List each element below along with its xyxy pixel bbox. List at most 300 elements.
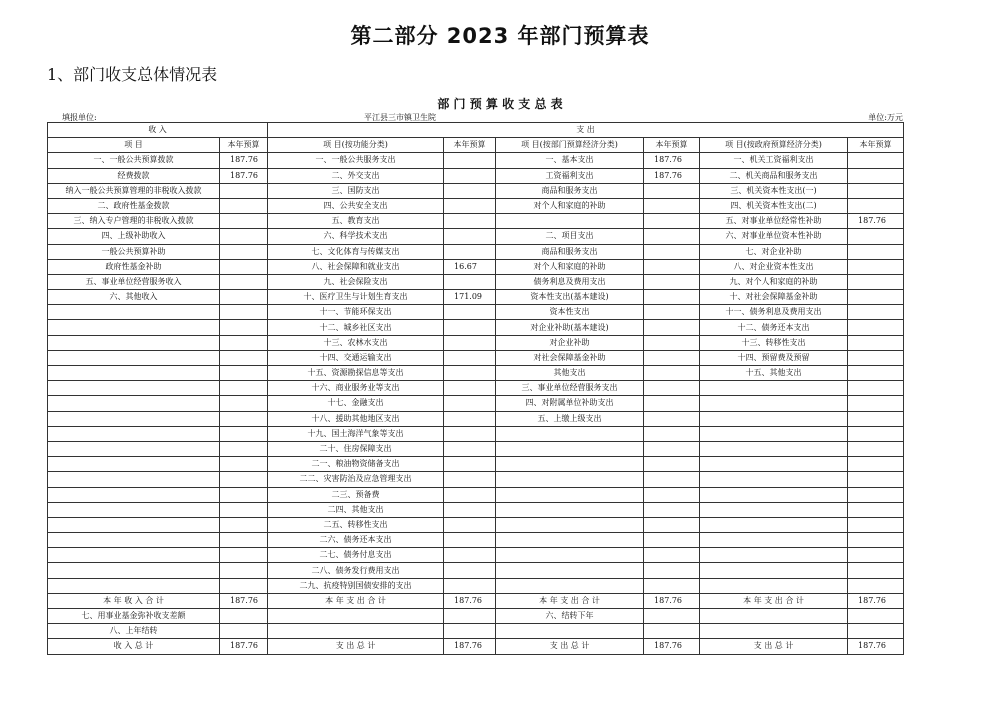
cell-income-item: 一、一般公共预算拨款 xyxy=(48,153,220,168)
cell-gov-econ-budget xyxy=(848,517,904,532)
cell-function-item: 十、医疗卫生与计划生育支出 xyxy=(268,290,444,305)
cell-income-item xyxy=(48,441,220,456)
cell-gov-econ-item: 本 年 支 出 合 计 xyxy=(700,593,848,608)
cell-function-item: 二二、灾害防治及应急管理支出 xyxy=(268,472,444,487)
cell-income-item xyxy=(48,411,220,426)
cell-dept-econ-item xyxy=(496,563,644,578)
cell-function-item: 十二、城乡社区支出 xyxy=(268,320,444,335)
cell-function-item: 十一、节能环保支出 xyxy=(268,305,444,320)
cell-gov-econ-item: 八、对企业资本性支出 xyxy=(700,259,848,274)
cell-dept-econ-item xyxy=(496,214,644,229)
cell-income-item xyxy=(48,381,220,396)
cell-income-item xyxy=(48,472,220,487)
table-row xyxy=(48,593,904,608)
cell-income-budget xyxy=(220,548,268,563)
cell-function-item: 七、文化体育与传媒支出 xyxy=(268,244,444,259)
cell-income-budget xyxy=(220,426,268,441)
cell-gov-econ-item: 六、对事业单位资本性补助 xyxy=(700,229,848,244)
cell-gov-econ-budget xyxy=(848,350,904,365)
cell-dept-econ-budget xyxy=(644,259,700,274)
cell-income-item xyxy=(48,396,220,411)
cell-gov-econ-item xyxy=(700,472,848,487)
cell-gov-econ-item xyxy=(700,487,848,502)
cell-function-item: 八、社会保障和就业支出 xyxy=(268,259,444,274)
cell-dept-econ-item: 对企业补助(基本建设) xyxy=(496,320,644,335)
cell-income-budget xyxy=(220,274,268,289)
table-row xyxy=(48,517,904,532)
cell-function-budget xyxy=(444,457,496,472)
cell-income-item xyxy=(48,366,220,381)
cell-gov-econ-budget xyxy=(848,426,904,441)
cell-income-item xyxy=(48,548,220,563)
cell-function-item: 二八、债务发行费用支出 xyxy=(268,563,444,578)
table-row xyxy=(48,411,904,426)
header-by-function: 项 目(按功能分类) xyxy=(268,138,444,153)
cell-function-budget xyxy=(444,153,496,168)
cell-income-item: 纳入一般公共预算管理的非税收入拨款 xyxy=(48,183,220,198)
cell-gov-econ-item: 十三、转移性支出 xyxy=(700,335,848,350)
table-row xyxy=(48,168,904,183)
cell-gov-econ-item: 一、机关工资福利支出 xyxy=(700,153,848,168)
cell-dept-econ-item: 对企业补助 xyxy=(496,335,644,350)
header-expense: 支 出 xyxy=(268,123,904,138)
cell-gov-econ-budget xyxy=(848,411,904,426)
cell-dept-econ-budget xyxy=(644,290,700,305)
cell-gov-econ-budget xyxy=(848,335,904,350)
cell-dept-econ-budget xyxy=(644,502,700,517)
cell-income-item: 五、事业单位经营服务收入 xyxy=(48,274,220,289)
table-row xyxy=(48,502,904,517)
cell-dept-econ-budget xyxy=(644,274,700,289)
cell-dept-econ-item: 对个人和家庭的补助 xyxy=(496,198,644,213)
table-row xyxy=(48,244,904,259)
table-row xyxy=(48,350,904,365)
table-row xyxy=(48,305,904,320)
cell-gov-econ-item: 支 出 总 计 xyxy=(700,639,848,654)
cell-gov-econ-budget xyxy=(848,305,904,320)
table-row xyxy=(48,214,904,229)
cell-gov-econ-budget xyxy=(848,290,904,305)
cell-dept-econ-budget: 187.76 xyxy=(644,153,700,168)
cell-income-budget xyxy=(220,472,268,487)
table-row xyxy=(48,578,904,593)
cell-dept-econ-item: 工资福利支出 xyxy=(496,168,644,183)
cell-gov-econ-budget xyxy=(848,381,904,396)
cell-dept-econ-item: 债务利息及费用支出 xyxy=(496,274,644,289)
cell-gov-econ-item: 四、机关资本性支出(二) xyxy=(700,198,848,213)
cell-income-budget xyxy=(220,335,268,350)
cell-income-item xyxy=(48,426,220,441)
cell-dept-econ-item: 三、事业单位经营服务支出 xyxy=(496,381,644,396)
cell-gov-econ-budget xyxy=(848,457,904,472)
cell-function-item: 二十、住房保障支出 xyxy=(268,441,444,456)
cell-dept-econ-budget xyxy=(644,533,700,548)
cell-function-budget xyxy=(444,274,496,289)
cell-income-item: 收 入 总 计 xyxy=(48,639,220,654)
cell-dept-econ-budget xyxy=(644,548,700,563)
cell-income-budget xyxy=(220,366,268,381)
cell-income-budget xyxy=(220,305,268,320)
cell-income-item xyxy=(48,533,220,548)
section-title: 1、部门收支总体情况表 xyxy=(47,65,218,84)
cell-income-item: 二、政府性基金拨款 xyxy=(48,198,220,213)
cell-gov-econ-item xyxy=(700,502,848,517)
cell-gov-econ-budget xyxy=(848,578,904,593)
cell-function-item: 二五、转移性支出 xyxy=(268,517,444,532)
cell-dept-econ-budget: 187.76 xyxy=(644,593,700,608)
cell-income-item xyxy=(48,487,220,502)
cell-dept-econ-item: 支 出 总 计 xyxy=(496,639,644,654)
cell-gov-econ-budget xyxy=(848,472,904,487)
cell-function-budget xyxy=(444,517,496,532)
cell-gov-econ-item: 十五、其他支出 xyxy=(700,366,848,381)
cell-dept-econ-item: 一、基本支出 xyxy=(496,153,644,168)
cell-function-budget xyxy=(444,305,496,320)
cell-dept-econ-budget xyxy=(644,457,700,472)
cell-function-budget xyxy=(444,320,496,335)
cell-function-budget xyxy=(444,624,496,639)
cell-income-budget xyxy=(220,198,268,213)
cell-gov-econ-item xyxy=(700,381,848,396)
cell-gov-econ-item xyxy=(700,396,848,411)
cell-function-budget xyxy=(444,563,496,578)
cell-gov-econ-item: 十、对社会保障基金补助 xyxy=(700,290,848,305)
cell-dept-econ-item xyxy=(496,517,644,532)
cell-income-budget xyxy=(220,320,268,335)
cell-dept-econ-item: 四、对附属单位补助支出 xyxy=(496,396,644,411)
cell-dept-econ-item: 商品和服务支出 xyxy=(496,183,644,198)
cell-dept-econ-budget xyxy=(644,214,700,229)
cell-gov-econ-budget: 187.76 xyxy=(848,214,904,229)
cell-income-item: 本 年 收 入 合 计 xyxy=(48,593,220,608)
cell-dept-econ-item: 资本性支出(基本建设) xyxy=(496,290,644,305)
cell-gov-econ-item: 十四、预留费及预留 xyxy=(700,350,848,365)
table-row xyxy=(48,609,904,624)
header-budget-dept-econ: 本年预算 xyxy=(644,138,700,153)
cell-function-budget xyxy=(444,229,496,244)
table-row xyxy=(48,472,904,487)
cell-dept-econ-item xyxy=(496,533,644,548)
cell-gov-econ-budget xyxy=(848,609,904,624)
cell-income-item xyxy=(48,517,220,532)
header-row-columns xyxy=(48,138,904,153)
cell-dept-econ-budget xyxy=(644,609,700,624)
cell-function-budget xyxy=(444,366,496,381)
cell-income-item: 八、上年结转 xyxy=(48,624,220,639)
cell-dept-econ-item xyxy=(496,457,644,472)
cell-dept-econ-budget xyxy=(644,229,700,244)
cell-gov-econ-budget xyxy=(848,441,904,456)
cell-dept-econ-item: 本 年 支 出 合 计 xyxy=(496,593,644,608)
cell-dept-econ-budget xyxy=(644,335,700,350)
table-row xyxy=(48,548,904,563)
cell-dept-econ-item: 六、结转下年 xyxy=(496,609,644,624)
cell-dept-econ-item: 资本性支出 xyxy=(496,305,644,320)
page-title: 第二部分 2023 年部门预算表 xyxy=(350,24,650,48)
cell-function-item: 二四、其他支出 xyxy=(268,502,444,517)
table-title: 部 门 预 算 收 支 总 表 xyxy=(437,97,563,111)
cell-income-budget xyxy=(220,502,268,517)
cell-function-budget xyxy=(444,214,496,229)
cell-income-budget xyxy=(220,441,268,456)
cell-function-budget xyxy=(444,350,496,365)
cell-income-budget xyxy=(220,259,268,274)
cell-gov-econ-item xyxy=(700,426,848,441)
cell-dept-econ-item: 对社会保障基金补助 xyxy=(496,350,644,365)
cell-function-budget xyxy=(444,609,496,624)
table-row xyxy=(48,441,904,456)
table-row xyxy=(48,457,904,472)
cell-income-item xyxy=(48,305,220,320)
cell-dept-econ-item: 商品和服务支出 xyxy=(496,244,644,259)
cell-function-item: 十三、农林水支出 xyxy=(268,335,444,350)
cell-dept-econ-item: 二、项目支出 xyxy=(496,229,644,244)
cell-income-item: 七、用事业基金弥补收支差额 xyxy=(48,609,220,624)
cell-gov-econ-budget xyxy=(848,502,904,517)
fill-unit-value: 平江县三市镇卫生院 xyxy=(364,113,436,122)
cell-income-budget xyxy=(220,183,268,198)
cell-gov-econ-budget xyxy=(848,624,904,639)
cell-income-item xyxy=(48,563,220,578)
cell-function-budget: 171.09 xyxy=(444,290,496,305)
cell-gov-econ-item: 七、对企业补助 xyxy=(700,244,848,259)
header-income: 收 入 xyxy=(48,123,268,138)
cell-income-budget xyxy=(220,457,268,472)
cell-gov-econ-budget xyxy=(848,563,904,578)
cell-gov-econ-budget xyxy=(848,168,904,183)
cell-function-budget xyxy=(444,548,496,563)
cell-income-item: 四、上级补助收入 xyxy=(48,229,220,244)
cell-dept-econ-budget xyxy=(644,487,700,502)
cell-function-budget xyxy=(444,168,496,183)
cell-gov-econ-item xyxy=(700,411,848,426)
cell-income-item xyxy=(48,457,220,472)
cell-dept-econ-budget: 187.76 xyxy=(644,639,700,654)
cell-function-budget xyxy=(444,198,496,213)
cell-income-item xyxy=(48,350,220,365)
cell-function-item: 六、科学技术支出 xyxy=(268,229,444,244)
cell-gov-econ-item xyxy=(700,533,848,548)
cell-function-budget xyxy=(444,502,496,517)
cell-income-budget xyxy=(220,244,268,259)
cell-function-item: 二一、粮油物资储备支出 xyxy=(268,457,444,472)
cell-dept-econ-item: 对个人和家庭的补助 xyxy=(496,259,644,274)
cell-function-item: 十七、金融支出 xyxy=(268,396,444,411)
header-budget-function: 本年预算 xyxy=(444,138,496,153)
table-row xyxy=(48,426,904,441)
cell-function-budget: 187.76 xyxy=(444,639,496,654)
table-row xyxy=(48,533,904,548)
cell-income-budget xyxy=(220,609,268,624)
table-row xyxy=(48,396,904,411)
cell-income-budget xyxy=(220,396,268,411)
cell-gov-econ-budget xyxy=(848,244,904,259)
cell-income-budget xyxy=(220,487,268,502)
cell-function-item xyxy=(268,609,444,624)
cell-function-budget xyxy=(444,244,496,259)
cell-income-budget: 187.76 xyxy=(220,168,268,183)
cell-dept-econ-item xyxy=(496,441,644,456)
cell-income-budget xyxy=(220,350,268,365)
table-row xyxy=(48,320,904,335)
cell-dept-econ-budget xyxy=(644,426,700,441)
table-row xyxy=(48,563,904,578)
cell-gov-econ-budget xyxy=(848,259,904,274)
cell-income-item: 一般公共预算补助 xyxy=(48,244,220,259)
cell-gov-econ-budget xyxy=(848,183,904,198)
table-row xyxy=(48,381,904,396)
cell-dept-econ-budget xyxy=(644,381,700,396)
cell-income-budget xyxy=(220,214,268,229)
table-row xyxy=(48,290,904,305)
header-budget-gov-econ: 本年预算 xyxy=(848,138,904,153)
fill-unit-label: 填报单位: xyxy=(62,113,97,122)
cell-gov-econ-item xyxy=(700,548,848,563)
cell-dept-econ-budget xyxy=(644,563,700,578)
cell-function-budget xyxy=(444,426,496,441)
cell-dept-econ-budget xyxy=(644,411,700,426)
cell-dept-econ-budget: 187.76 xyxy=(644,168,700,183)
cell-gov-econ-budget xyxy=(848,229,904,244)
cell-dept-econ-item: 五、上缴上级支出 xyxy=(496,411,644,426)
cell-dept-econ-budget xyxy=(644,517,700,532)
cell-gov-econ-budget: 187.76 xyxy=(848,639,904,654)
cell-dept-econ-budget xyxy=(644,396,700,411)
cell-function-item: 本 年 支 出 合 计 xyxy=(268,593,444,608)
cell-gov-econ-budget xyxy=(848,396,904,411)
cell-income-item: 六、其他收入 xyxy=(48,290,220,305)
cell-income-item xyxy=(48,320,220,335)
header-row-groups xyxy=(48,123,904,138)
cell-income-budget xyxy=(220,290,268,305)
cell-function-budget xyxy=(444,396,496,411)
cell-gov-econ-budget: 187.76 xyxy=(848,593,904,608)
cell-gov-econ-item xyxy=(700,578,848,593)
cell-function-item: 九、社会保险支出 xyxy=(268,274,444,289)
cell-gov-econ-item xyxy=(700,624,848,639)
table-row xyxy=(48,274,904,289)
table-row xyxy=(48,183,904,198)
cell-dept-econ-budget xyxy=(644,198,700,213)
cell-gov-econ-budget xyxy=(848,548,904,563)
cell-function-item: 五、教育支出 xyxy=(268,214,444,229)
cell-function-item: 十九、国土海洋气象等支出 xyxy=(268,426,444,441)
table-row xyxy=(48,624,904,639)
cell-dept-econ-item xyxy=(496,548,644,563)
header-budget-income: 本年预算 xyxy=(220,138,268,153)
cell-function-item: 十五、资源勘探信息等支出 xyxy=(268,366,444,381)
cell-gov-econ-item xyxy=(700,457,848,472)
cell-dept-econ-budget xyxy=(644,244,700,259)
cell-gov-econ-item: 二、机关商品和服务支出 xyxy=(700,168,848,183)
cell-gov-econ-budget xyxy=(848,533,904,548)
cell-function-budget xyxy=(444,183,496,198)
cell-function-item: 二七、债务付息支出 xyxy=(268,548,444,563)
cell-income-budget xyxy=(220,229,268,244)
cell-dept-econ-budget xyxy=(644,578,700,593)
cell-function-budget: 187.76 xyxy=(444,593,496,608)
cell-dept-econ-item xyxy=(496,426,644,441)
cell-dept-econ-budget xyxy=(644,350,700,365)
cell-function-item: 十四、交通运输支出 xyxy=(268,350,444,365)
cell-function-item: 三、国防支出 xyxy=(268,183,444,198)
cell-income-item: 经费拨款 xyxy=(48,168,220,183)
cell-function-item: 二九、抗疫特别国债安排的支出 xyxy=(268,578,444,593)
cell-gov-econ-item xyxy=(700,563,848,578)
cell-gov-econ-budget xyxy=(848,366,904,381)
cell-function-budget xyxy=(444,441,496,456)
cell-gov-econ-budget xyxy=(848,274,904,289)
cell-gov-econ-item xyxy=(700,517,848,532)
cell-function-budget xyxy=(444,578,496,593)
cell-dept-econ-item xyxy=(496,502,644,517)
cell-income-budget xyxy=(220,411,268,426)
cell-function-item xyxy=(268,624,444,639)
cell-function-item: 二六、债务还本支出 xyxy=(268,533,444,548)
cell-gov-econ-item xyxy=(700,441,848,456)
cell-function-item: 二、外交支出 xyxy=(268,168,444,183)
cell-income-budget: 187.76 xyxy=(220,153,268,168)
table-row xyxy=(48,229,904,244)
cell-dept-econ-item xyxy=(496,578,644,593)
table-row xyxy=(48,198,904,213)
cell-gov-econ-budget xyxy=(848,320,904,335)
cell-dept-econ-budget xyxy=(644,183,700,198)
cell-function-item: 四、公共安全支出 xyxy=(268,198,444,213)
cell-income-item xyxy=(48,578,220,593)
cell-function-item: 十八、援助其他地区支出 xyxy=(268,411,444,426)
cell-income-item xyxy=(48,335,220,350)
table-row xyxy=(48,639,904,654)
cell-income-budget xyxy=(220,563,268,578)
cell-income-budget xyxy=(220,624,268,639)
cell-dept-econ-budget xyxy=(644,305,700,320)
cell-income-budget xyxy=(220,381,268,396)
cell-income-budget: 187.76 xyxy=(220,593,268,608)
cell-gov-econ-budget xyxy=(848,198,904,213)
cell-function-budget xyxy=(444,472,496,487)
cell-dept-econ-item xyxy=(496,487,644,502)
cell-income-item: 政府性基金补助 xyxy=(48,259,220,274)
cell-income-item xyxy=(48,502,220,517)
cell-function-budget xyxy=(444,335,496,350)
cell-function-budget xyxy=(444,381,496,396)
cell-gov-econ-budget xyxy=(848,487,904,502)
cell-gov-econ-budget xyxy=(848,153,904,168)
budget-table xyxy=(47,122,904,655)
cell-dept-econ-budget xyxy=(644,366,700,381)
cell-dept-econ-budget xyxy=(644,320,700,335)
cell-function-budget xyxy=(444,411,496,426)
cell-gov-econ-item: 五、对事业单位经常性补助 xyxy=(700,214,848,229)
table-row xyxy=(48,153,904,168)
cell-income-item: 三、纳入专户管理的非税收入拨款 xyxy=(48,214,220,229)
cell-dept-econ-budget xyxy=(644,472,700,487)
header-by-gov-econ: 项 目(按政府预算经济分类) xyxy=(700,138,848,153)
cell-function-item: 支 出 总 计 xyxy=(268,639,444,654)
table-row xyxy=(48,335,904,350)
cell-gov-econ-item: 十二、债务还本支出 xyxy=(700,320,848,335)
cell-function-budget xyxy=(444,487,496,502)
cell-function-budget: 16.67 xyxy=(444,259,496,274)
cell-dept-econ-budget xyxy=(644,624,700,639)
header-by-dept-econ: 项 目(按部门预算经济分类) xyxy=(496,138,644,153)
cell-dept-econ-budget xyxy=(644,441,700,456)
cell-function-item: 十六、商业服务业等支出 xyxy=(268,381,444,396)
header-item: 项 目 xyxy=(48,138,220,153)
cell-function-item: 二三、预备费 xyxy=(268,487,444,502)
cell-dept-econ-item xyxy=(496,624,644,639)
